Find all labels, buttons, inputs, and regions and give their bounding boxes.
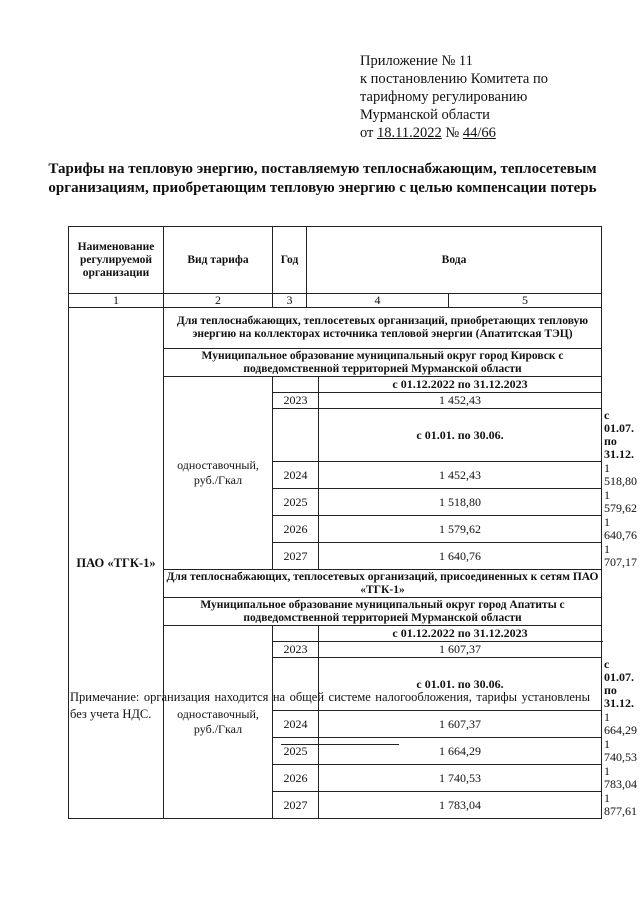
- column-number-row: [69, 294, 602, 308]
- year-blank: [273, 409, 319, 462]
- col-number: 2: [164, 294, 273, 308]
- year: 2025: [273, 489, 319, 516]
- year-row: 2026 1 740,53 1 783,04: [69, 765, 602, 792]
- appendix-number-prefix: №: [441, 125, 463, 141]
- year: 2024: [273, 462, 319, 489]
- tariff-type: одноставочный, руб./Гкал: [164, 626, 273, 819]
- period: с 01.12.2022 по 31.12.2023: [319, 377, 602, 393]
- appendix-line-3: тарифному регулированию: [360, 89, 528, 105]
- half-year-label-row: с 01.01. по 30.06. с 01.07. по 31.12.: [69, 409, 602, 462]
- end-divider: [281, 744, 399, 745]
- document-title: Тарифы на тепловую энергию, поставляемую теплоснабжающим, теплосетевым организациям, приобретающим тепловую энергию с целью компенсации потерь: [48, 161, 597, 196]
- tariff-type: одноставочный, руб./Гкал: [164, 377, 273, 570]
- tariff-value: 1 783,04: [319, 792, 602, 819]
- col-number: 4: [307, 294, 449, 308]
- col-number: 3: [273, 294, 307, 308]
- appendix-line-5: [360, 124, 620, 142]
- year-row: 2027 1 640,76 1 707,17: [69, 543, 602, 570]
- year: 2027: [273, 792, 319, 819]
- tariff-value: 1 452,43: [319, 393, 602, 409]
- h1-label: с 01.01. по 30.06.: [319, 409, 602, 462]
- year: 2024: [273, 711, 319, 738]
- header-tariff-type: Вид тарифа: [164, 227, 273, 294]
- tariff-value: 1 518,80: [319, 489, 602, 516]
- appendix-line-1: Приложение № 11: [360, 53, 473, 69]
- tariff-value: 1 452,43: [319, 462, 602, 489]
- appendix-block: [360, 52, 620, 142]
- municipality: Муниципальное образование муниципальный округ город Кировск с подведомственной территорией Мурманской области: [164, 349, 602, 377]
- period-blank: [273, 626, 319, 642]
- municipality: Муниципальное образование муниципальный округ город Апатиты с подведомственной территорией Мурманской области: [164, 598, 602, 626]
- table-header-row: [69, 227, 602, 294]
- year-row: 2024 1 607,37 1 664,29: [69, 711, 602, 738]
- tariff-value: 1 607,37: [319, 711, 602, 738]
- col-number: 1: [69, 294, 164, 308]
- tariff-value: 1 640,76: [319, 543, 602, 570]
- year: 2026: [273, 516, 319, 543]
- year-row: 2025 1 664,29 1 740,53: [69, 738, 602, 765]
- year-row: 2027 1 783,04 1 877,61: [69, 792, 602, 819]
- appendix-date-prefix: от: [360, 125, 378, 141]
- section-heading: Для теплоснабжающих, теплосетевых организаций, присоединенных к сетям ПАО «ТГК-1»: [164, 570, 602, 598]
- year: 2023: [273, 642, 319, 658]
- period: с 01.12.2022 по 31.12.2023: [319, 626, 602, 642]
- col-number: 5: [449, 294, 602, 308]
- tariff-value: 1 607,37: [319, 642, 602, 658]
- year: 2025: [273, 738, 319, 765]
- appendix-date: 18.11.2022: [377, 125, 442, 141]
- year-row: 2025 1 518,80 1 579,62: [69, 489, 602, 516]
- half-year-label-row: с 01.01. по 30.06. с 01.07. по 31.12.: [69, 658, 602, 711]
- tariff-value: 1 664,29: [319, 738, 602, 765]
- period-blank: [273, 377, 319, 393]
- year: 2023: [273, 393, 319, 409]
- header-org: Наименование регулируемой организации: [69, 227, 164, 294]
- year: 2027: [273, 543, 319, 570]
- header-year: Год: [273, 227, 307, 294]
- note: Примечание: организация находится на общей системе налогообложения, тарифы установлены без учета НДС.: [70, 690, 590, 721]
- h1-label: с 01.01. по 30.06.: [319, 658, 602, 711]
- section-heading: Для теплоснабжающих, теплосетевых организаций, приобретающих тепловую энергию на коллекторах источника тепловой энергии (Апатитская ТЭЦ): [164, 308, 602, 349]
- appendix-line-4: Мурманской области: [360, 107, 490, 123]
- organization-name: ПАО «ТГК-1»: [69, 308, 164, 819]
- header-water: Вода: [307, 227, 602, 294]
- appendix-line-2: к постановлению Комитета по: [360, 71, 548, 87]
- tariff-value: 1 579,62: [319, 516, 602, 543]
- tariff-table: [68, 226, 637, 819]
- year-row: 2024 1 452,43 1 518,80: [69, 462, 602, 489]
- appendix-number: 44/66: [462, 125, 496, 141]
- year-row: 2026 1 579,62 1 640,76: [69, 516, 602, 543]
- section-heading-row: [69, 308, 602, 349]
- year: 2026: [273, 765, 319, 792]
- tariff-value: 1 740,53: [319, 765, 602, 792]
